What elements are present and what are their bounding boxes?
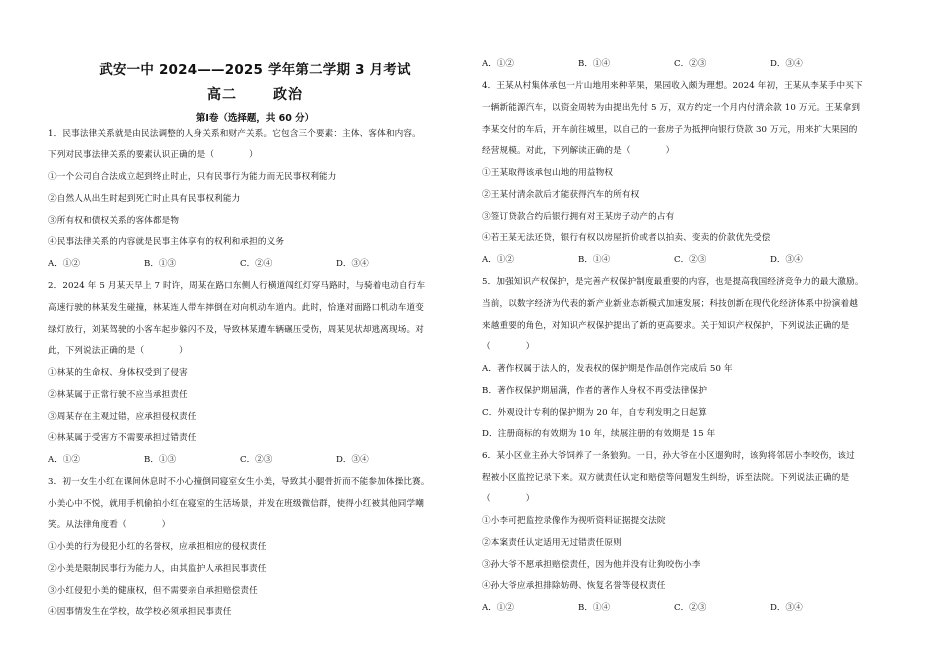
q4-stem-line: 经营规模。对此，下列解读正确的是（ ） (482, 146, 675, 156)
q3-stem-line: 笑。从法律角度看（ ） (48, 520, 171, 530)
q5-stem-line: 来越重要的角色，对知识产权保护提出了新的更高要求。关于知识产权保护，下列说法正确的是 (482, 321, 850, 331)
option: B．①③ (144, 455, 177, 465)
q6-stem-line: 6．某小区业主孙大爷饲养了一条狼狗。一日，孙大爷在小区遛狗时，该狗将邻居小李咬伤，该过 (482, 451, 855, 461)
q4-item: ③签订贷款合约后银行拥有对王某房子动产的占有 (482, 212, 675, 222)
q6-stem-line: 程被小区监控记录下来。双方就责任认定和赔偿等问题发生纠纷，诉至法院。下列说法正确的是 (482, 473, 850, 483)
q2-stem-line: 此，下列说法正确的是（ ） (48, 346, 188, 356)
q6-options (482, 602, 803, 614)
option: A．①② (48, 455, 80, 465)
subject-label: 政治 (273, 87, 303, 103)
q4-options (482, 254, 803, 266)
q1-item: ①一个公司自合法成立起到终止时止，只有民事行为能力而无民事权利能力 (48, 172, 337, 182)
q1-item: ④民事法律关系的内容就是民事主体享有的权利和承担的义务 (48, 237, 285, 247)
option: C．②④ (240, 259, 273, 269)
option: C．②③ (240, 455, 273, 465)
exam-subject-heading (50, 84, 460, 104)
section-heading: 第Ⅰ卷（选择题，共 60 分） (195, 113, 315, 124)
q5-stem-line: 5．加强知识产权保护，是完善产权保护制度最重要的内容，也是提高我国经济竞争力的最大激励。 (482, 277, 864, 287)
q4-item: ①王某取得该承包山地的用益物权 (482, 168, 614, 178)
q6-item: ①小李可把监控录像作为视听资料证据提交法院 (482, 516, 666, 526)
q3-item: ④因事情发生在学校，故学校必须承担民事责任 (48, 607, 232, 617)
q2-item: ④林某属于受害方不需要承担过错责任 (48, 433, 197, 443)
q3-options (482, 58, 803, 70)
q5-stem-line: 当前，以数字经济为代表的新产业新业态新模式加速发展；科技创新在现代化经济体系中扮演着越 (482, 299, 858, 309)
q4-item: ④若王某无法还贷，银行有权以房屋折价或者以拍卖、变卖的价款优先受偿 (482, 233, 771, 243)
option: B．①④ (578, 603, 611, 613)
option: D．③④ (336, 455, 369, 465)
q5-option: D．注册商标的有效期为 10 年，续展注册的有效期是 15 年 (482, 429, 716, 439)
exam-title: 武安一中 2024——2025 学年第二学期 3 月考试 (99, 62, 411, 78)
option: C．②③ (674, 59, 707, 69)
q4-item: ②王某付清余款后才能获得汽车的所有权 (482, 190, 640, 200)
option: C．②③ (674, 603, 707, 613)
q4-stem-line: 4．王某从村集体承包一片山地用来种苹果，果园收入颇为理想。2024 年初，王某从李某手中买下 (482, 81, 863, 91)
q5-option: B．著作权保护期届满，作者的著作人身权不再受法律保护 (482, 386, 708, 396)
option: B．①④ (578, 255, 611, 265)
q1-item: ②自然人从出生时起到死亡时止具有民事权利能力 (48, 194, 241, 204)
q2-options (48, 454, 369, 466)
option: A．①② (48, 259, 80, 269)
q4-stem-line: 一辆新能源汽车，以资金周转为由提出先付 5 万，双方约定一个月内付清余款 10 万元。王某拿到 (482, 103, 861, 113)
q1-stem-line: 1．民事法律关系就是由民法调整的人身关系和财产关系。它包含三个要素：主体、客体和内容。 (48, 129, 421, 139)
q2-item: ②林某属于正常行驶不应当承担责任 (48, 390, 188, 400)
q1-stem-line: 下列对民事法律关系的要素认识正确的是（ ） (48, 150, 258, 160)
q3-stem-line: 小美心中不悦，就用手机偷拍小红在寝室的生活场景，并发在班级微信群，使得小红被其他同学嘲 (48, 499, 424, 509)
option: A．①② (482, 59, 514, 69)
option: A．①② (482, 603, 514, 613)
q5-option: A．著作权属于法人的，发表权的保护期是作品创作完成后 50 年 (482, 364, 733, 374)
grade-label: 高二 (207, 87, 237, 103)
option: D．③④ (336, 259, 369, 269)
q3-item: ②小美是限制民事行为能力人，由其监护人承担民事责任 (48, 564, 267, 574)
option: C．②③ (674, 255, 707, 265)
q6-stem-line: （ ） (482, 494, 535, 504)
q2-item: ①林某的生命权、身体权受到了侵害 (48, 368, 188, 378)
q2-stem-line: 高速行驶的林某发生碰撞，林某连人带车摔倒在对向机动车道内。此时，恰逢对面路口机动车道变 (48, 303, 424, 313)
q2-stem-line: 绿灯放行，刘某驾驶的小客车起步躲闪不及，导致林某遭车辆碾压受伤，周某见状却逃离现场。对 (48, 325, 424, 335)
q5-option: C．外观设计专利的保护期为 20 年，自专利发明之日起算 (482, 408, 707, 418)
q6-item: ②本案责任认定适用无过错责任原则 (482, 538, 622, 548)
q2-item: ③周某存在主观过错，应承担侵权责任 (48, 412, 197, 422)
q3-item: ①小美的行为侵犯小红的名誉权，应承担相应的侵权责任 (48, 542, 267, 552)
q5-stem-line: （ ） (482, 342, 535, 352)
q1-options (48, 258, 369, 270)
q3-item: ③小红侵犯小美的健康权，但不需要亲自承担赔偿责任 (48, 586, 258, 596)
option: A．①② (482, 255, 514, 265)
q3-stem-line: 3．初一女生小红在课间休息时不小心撞倒同寝室女生小美，导致其小腿骨折而不能参加体操比赛。 (48, 477, 430, 487)
q2-stem-line: 2．2024 年 5 月某天早上 7 时许，周某在路口东侧人行横道闯红灯穿马路时，与骑着电动自行车 (48, 281, 426, 291)
option: D．③④ (770, 59, 803, 69)
q4-stem-line: 李某交付的车后，开车前往城里，以自己的一套房子为抵押向银行贷款 30 万元，用来扩大果园的 (482, 125, 858, 135)
option: D．③④ (770, 255, 803, 265)
option: D．③④ (770, 603, 803, 613)
q6-item: ④孙大爷应承担排除妨碍、恢复名誉等侵权责任 (482, 581, 666, 591)
q1-item: ③所有权和债权关系的客体都是物 (48, 216, 180, 226)
q6-item: ③孙大爷不愿承担赔偿责任，因为他并没有让狗咬伤小李 (482, 560, 701, 570)
option: B．①③ (144, 259, 177, 269)
option: B．①④ (578, 59, 611, 69)
